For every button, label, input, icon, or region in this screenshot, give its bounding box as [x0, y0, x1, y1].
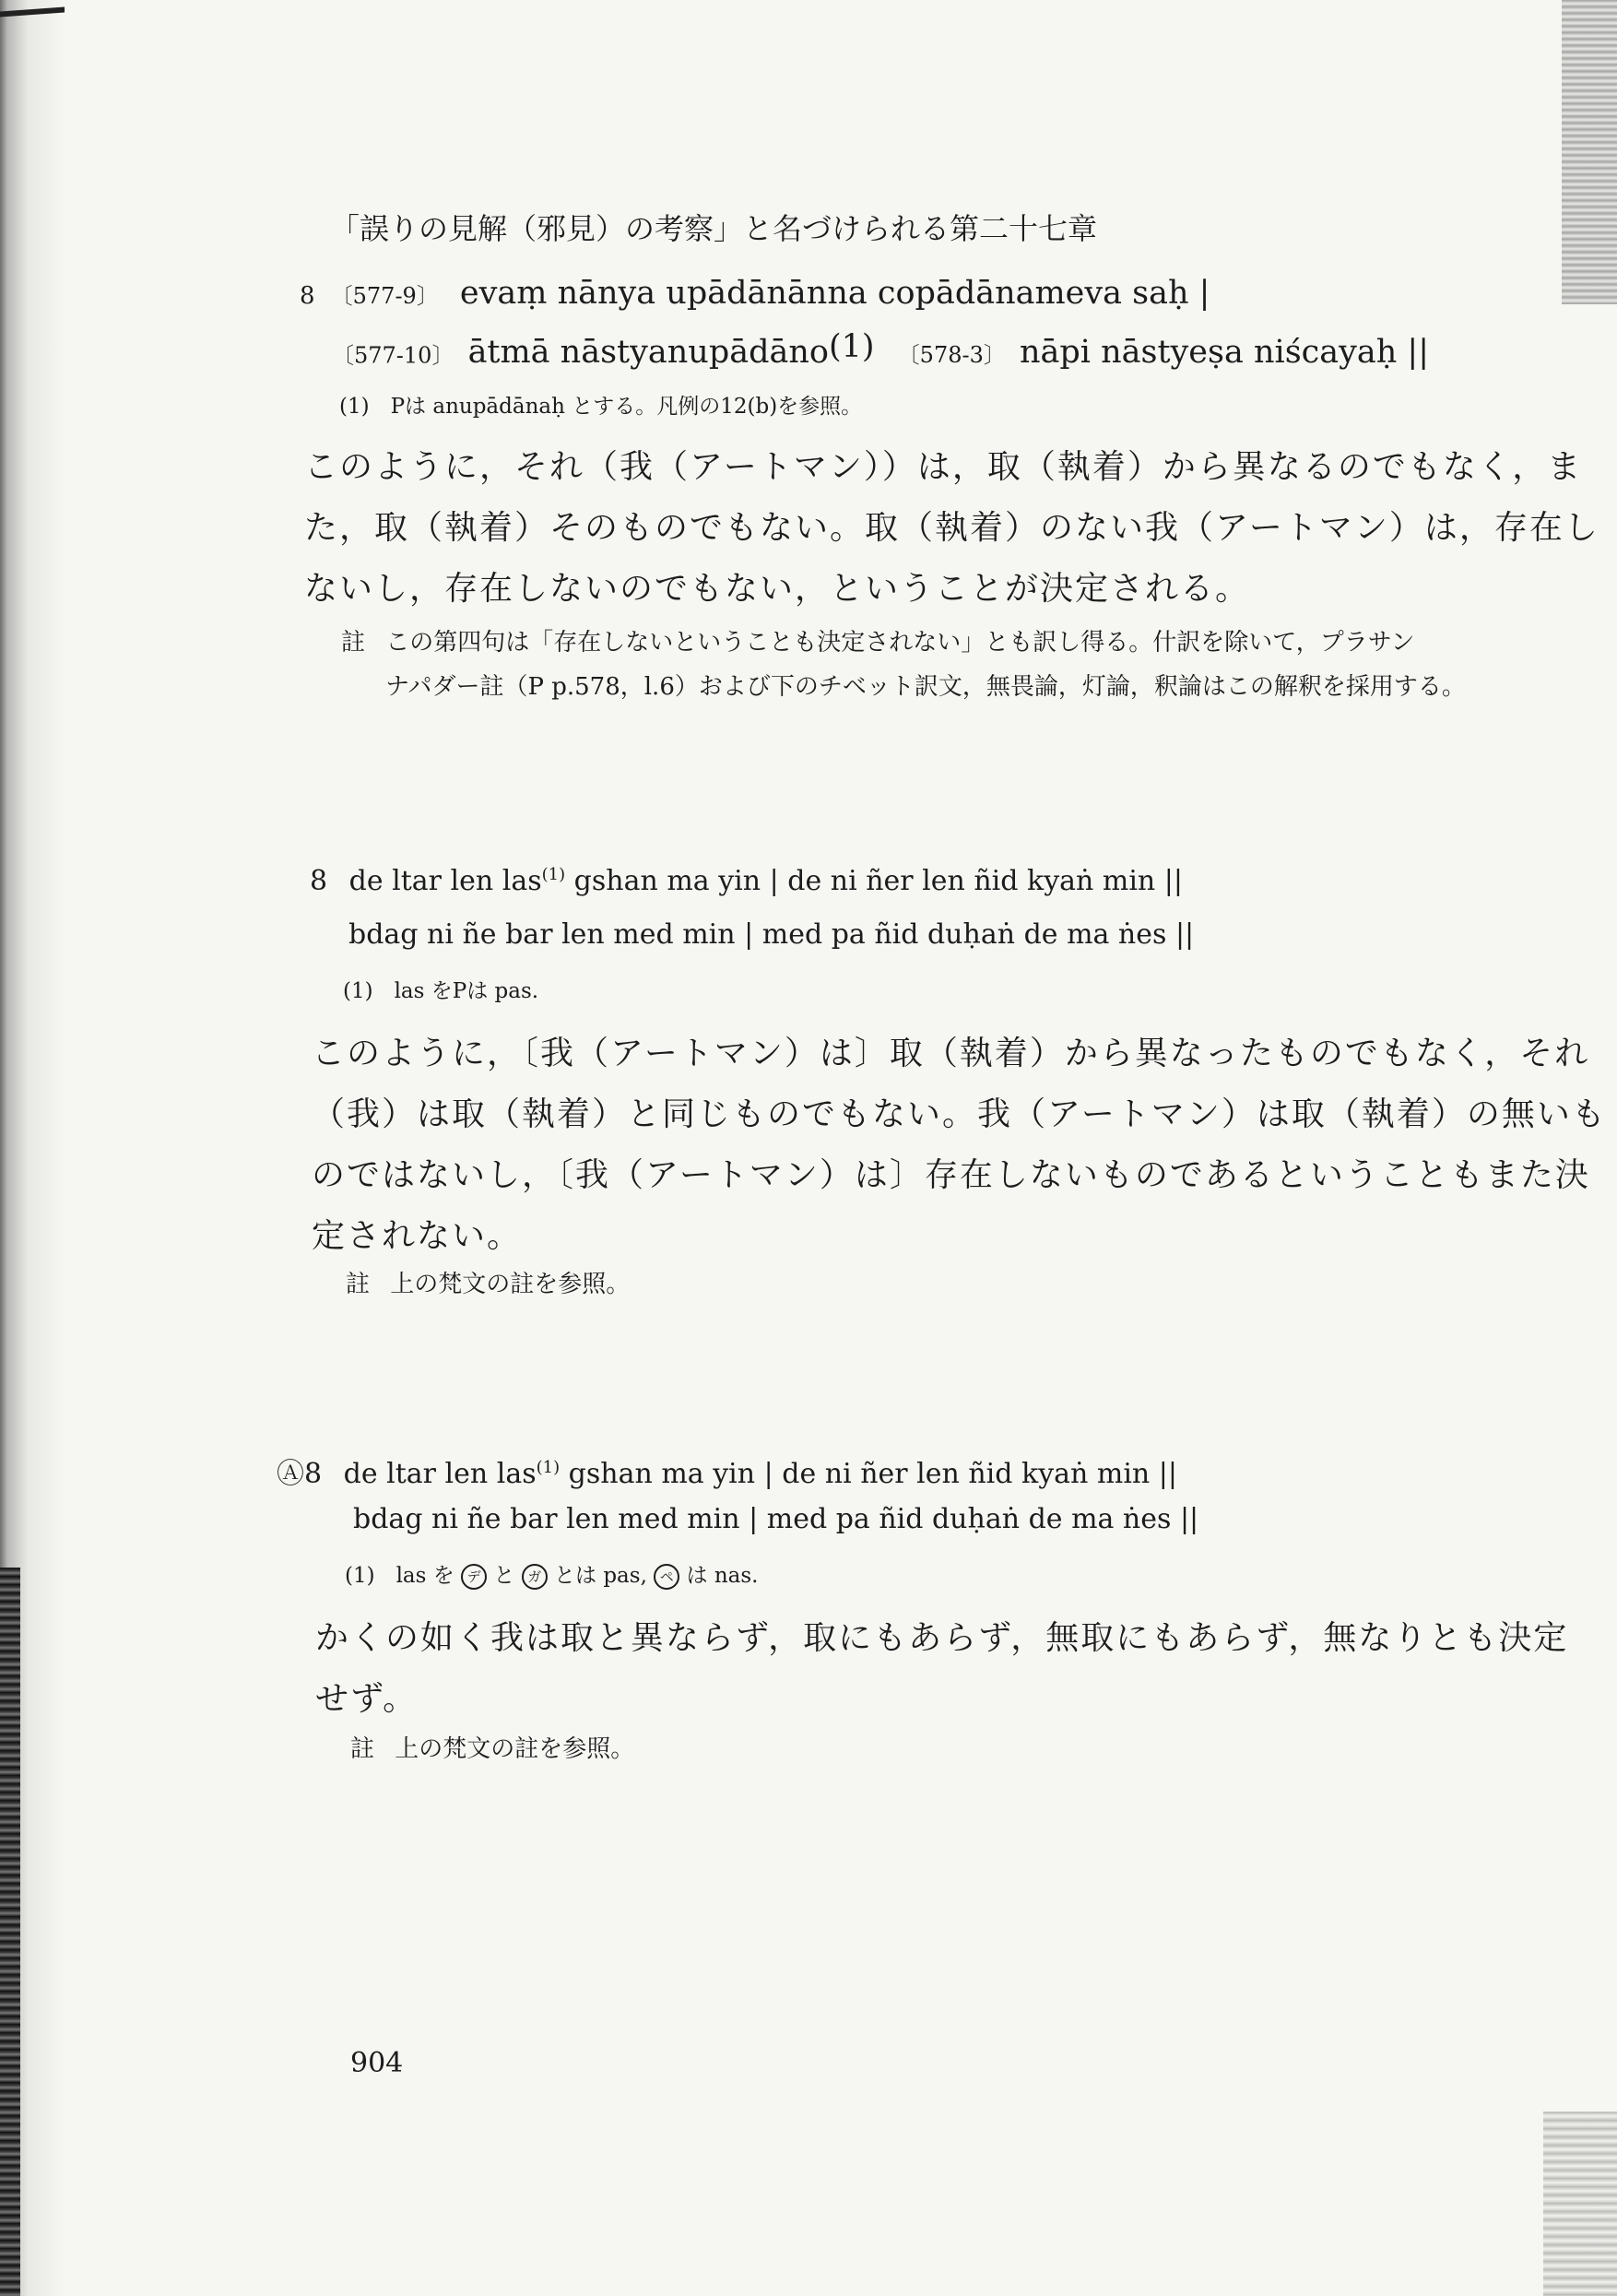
tibetan-translation-line-3: のではないし，〔我（アートマン）は〕存在しないものであるということもまた決: [312, 1156, 1590, 1194]
scan-shadow-right: [1562, 0, 1617, 304]
akutobhaya-footnote-circle-1: デ: [461, 1564, 487, 1590]
sanskrit-ref-1: 〔577-9〕: [330, 283, 439, 309]
sanskrit-line-1: evaṃ nānya upādānānna copādānameva saḥ |: [459, 275, 1210, 312]
tibetan-translation-line-2: （我）は取（執着）と同じものでもない。我（アートマン）は取（執着）の無いも: [312, 1095, 1607, 1133]
sanskrit-footnote: (1) Pは anupādānaḥ とする。凡例の12(b)を参照。: [339, 395, 863, 419]
tibetan-line-1a: de ltar len las: [348, 865, 542, 897]
akutobhaya-footnote-end: は nas.: [686, 1564, 759, 1588]
page-number: 904: [350, 2047, 404, 2079]
sanskrit-verse-line-1: [300, 275, 1210, 312]
akutobhaya-footnote: [345, 1558, 758, 1590]
scan-shadow-left-bottom: [0, 1568, 20, 2296]
akutobhaya-footnote-circle-2: ガ: [522, 1564, 548, 1590]
sanskrit-verse-line-2: [332, 328, 1429, 371]
akutobhaya-note-label: 註: [350, 1735, 375, 1763]
akutobhaya-translation-line-1: かくの如く我は取と異ならず，取にもあらず，無取にもあらず，無なりとも決定: [315, 1619, 1569, 1657]
akutobhaya-line-2: bdag ni ñe bar len med min | med pa ñid duḥaṅ de ma ṅes ||: [353, 1503, 1199, 1535]
tibetan-footnote-marker: (1): [541, 865, 566, 884]
tibetan-line-1b: gshan ma yin | de ni ñer len ñid kyaṅ min ||: [565, 865, 1183, 897]
akutobhaya-footnote-prefix: (1) las を: [345, 1564, 454, 1588]
sanskrit-ref-2: 〔577-10〕: [332, 342, 454, 369]
akutobhaya-note-text: 上の梵文の註を参照。: [395, 1735, 635, 1763]
sanskrit-translation-line-3: ないし，存在しないのでもない，ということが決定される。: [304, 570, 1251, 608]
sanskrit-note-line-1: [341, 623, 1414, 657]
akutobhaya-note: [350, 1730, 634, 1764]
sanskrit-verse-number: 8: [300, 282, 315, 310]
akutobhaya-line-1b: gshan ma yin | de ni ñer len ñid kyaṅ min ||: [560, 1458, 1177, 1490]
sanskrit-line-2a: ātmā nāstyanupādāno: [467, 334, 829, 372]
sanskrit-note-label: 註: [341, 629, 366, 657]
chapter-header: 「誤りの見解（邪見）の考察」と名づけられる第二十七章: [330, 211, 1098, 246]
tibetan-note-text: 上の梵文の註を参照。: [390, 1271, 631, 1298]
akutobhaya-line-1a: de ltar len las: [343, 1458, 537, 1490]
akutobhaya-footnote-mid-1: と: [493, 1564, 515, 1588]
sanskrit-note-text-1: この第四句は「存在しないということも決定されない」とも訳し得る。什訳を除いて，プラサン: [385, 629, 1415, 657]
akutobhaya-footnote-mid-2: とは pas,: [554, 1564, 647, 1588]
sanskrit-translation-line-1: このように，それ（我（アートマン））は，取（執着）から異なるのでもなく，ま: [304, 448, 1583, 486]
akutobhaya-translation-line-2: せず。: [315, 1680, 419, 1718]
sanskrit-note-text-2: ナパダー註（P p.578，l.6）および下のチベット訳文，無畏論，灯論，釈論はこの解釈を採用する。: [385, 673, 1466, 701]
tibetan-note: [346, 1265, 630, 1299]
akutobhaya-verse-number: 8: [304, 1458, 323, 1490]
akutobhaya-marker-icon: Ⓐ: [277, 1458, 304, 1490]
tibetan-verse-line-1: [310, 865, 1183, 897]
sanskrit-footnote-marker: (1): [829, 328, 875, 365]
akutobhaya-footnote-marker: (1): [536, 1458, 561, 1477]
tibetan-verse-number: 8: [310, 865, 328, 897]
sanskrit-line-2b: nāpi nāstyeṣa niścayaḥ ||: [1019, 334, 1430, 372]
tibetan-note-label: 註: [346, 1271, 371, 1298]
tibetan-translation-line-1: このように，〔我（アートマン）は〕取（執着）から異なったものでもなく，それ: [312, 1035, 1590, 1072]
scan-shadow-right-bottom: [1543, 2112, 1617, 2296]
sanskrit-translation-line-2: た，取（執着）そのものでもない。取（執着）のない我（アートマン）は，存在し: [304, 509, 1599, 547]
tibetan-footnote: (1) las をPは pas.: [343, 979, 539, 1003]
tibetan-translation-line-4: 定されない。: [312, 1217, 523, 1255]
akutobhaya-footnote-circle-3: ペ: [654, 1564, 679, 1590]
tibetan-line-2: bdag ni ñe bar len med min | med pa ñid duḥaṅ de ma ṅes ||: [348, 918, 1195, 951]
akutobhaya-verse-line-1: [277, 1450, 1177, 1491]
sanskrit-ref-3: 〔578-3〕: [897, 342, 1006, 369]
